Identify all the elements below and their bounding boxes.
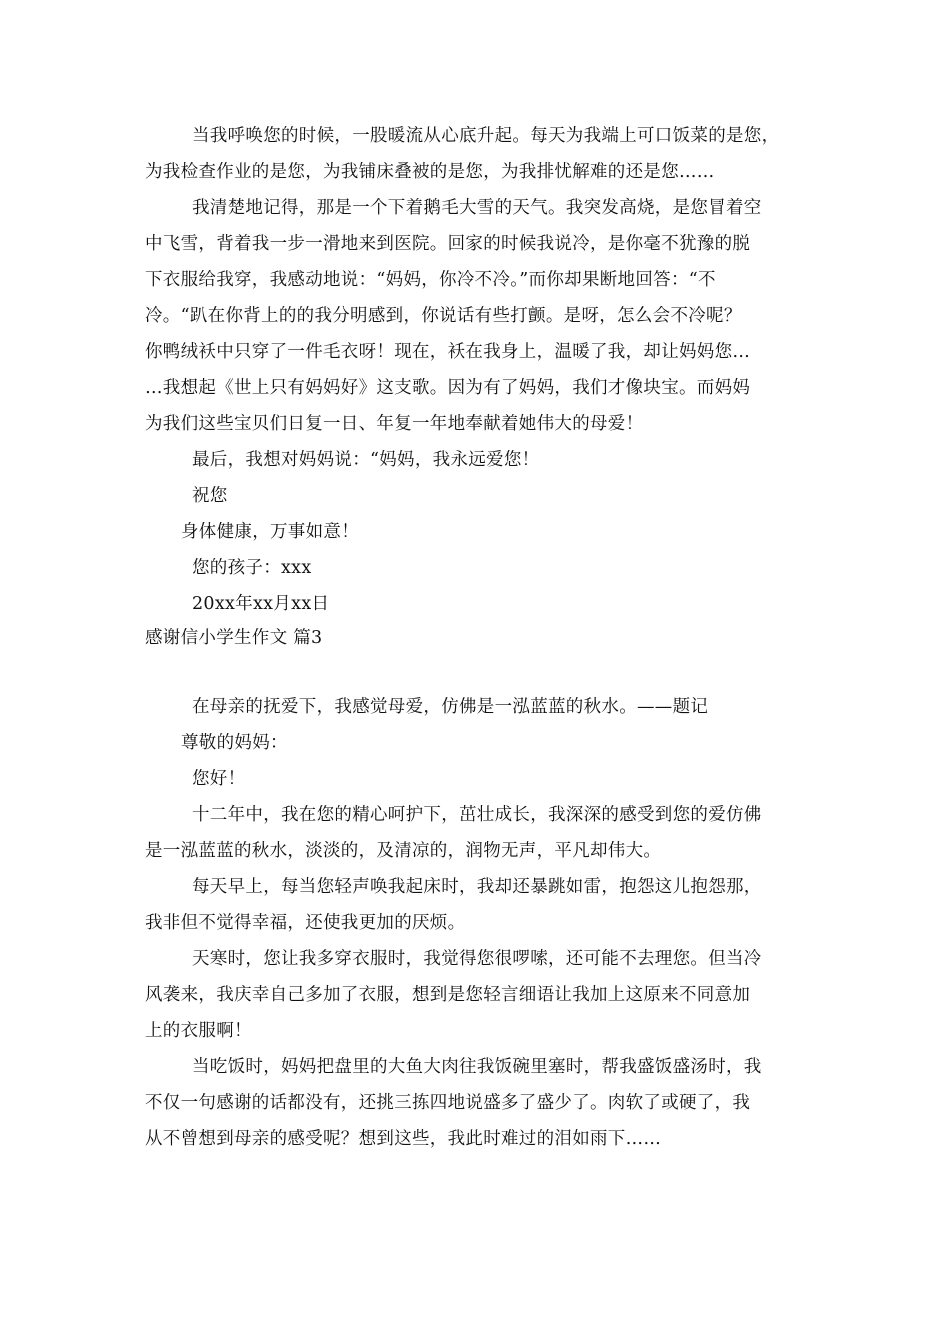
text-line: 风袭来，我庆幸自己多加了衣服，想到是您轻言细语让我加上这原来不同意加 [145,985,751,1005]
text-line: 身体健康，万事如意！ [181,522,359,542]
text-line: 我非但不觉得幸福，还使我更加的厌烦。 [145,913,466,933]
epigraph-line: 在母亲的抚爱下，我感觉母爱，仿佛是一泓蓝蓝的秋水。——题记 [192,697,709,717]
text-line: 中飞雪，背着我一步一滑地来到医院。回家的时候我说冷，是你毫不犹豫的脱 [145,234,751,254]
text-line: 不仅一句感谢的话都没有，还挑三拣四地说盛多了盛少了。肉软了或硬了，我 [145,1093,751,1113]
section-heading: 感谢信小学生作文 篇3 [145,628,323,648]
text-line: 冷。“趴在你背上的的我分明感到，你说话有些打颤。是呀，怎么会不冷呢？ [145,306,742,326]
text-line: 最后，我想对妈妈说：“妈妈，我永远爱您！ [192,450,540,470]
text-line: 上的衣服啊！ [145,1021,252,1041]
text-line: …我想起《世上只有妈妈好》这支歌。因为有了妈妈，我们才像块宝。而妈妈 [145,378,751,398]
text-line: 十二年中，我在您的精心呵护下，茁壮成长，我深深的感受到您的爱仿佛 [192,805,762,825]
salutation-line: 尊敬的妈妈： [181,733,288,753]
greeting-line: 您好！ [192,769,246,789]
text-line: 祝您 [192,486,228,506]
date-line: 20xx年xx月xx日 [192,594,330,614]
text-line: 天寒时，您让我多穿衣服时，我觉得您很啰嗦，还可能不去理您。但当冷 [192,949,762,969]
text-line: 为我们这些宝贝们日复一日、年复一年地奉献着她伟大的母爱！ [145,414,644,434]
signature-line: 您的孩子：xxx [192,558,312,578]
text-line: 你鸭绒袄中只穿了一件毛衣呀！现在，袄在我身上，温暖了我，却让妈妈您… [145,342,751,362]
text-line: 当吃饭时，妈妈把盘里的大鱼大肉往我饭碗里塞时，帮我盛饭盛汤时，我 [192,1057,762,1077]
text-line: 为我检查作业的是您，为我铺床叠被的是您，为我排忧解难的还是您…… [145,162,715,182]
text-line: 当我呼唤您的时候，一股暖流从心底升起。每天为我端上可口饭菜的是您， [192,126,780,146]
text-line: 下衣服给我穿，我感动地说：“妈妈，你冷不冷。”而你却果断地回答：“不 [145,270,716,290]
text-line: 是一泓蓝蓝的秋水，淡淡的，及清凉的，润物无声，平凡却伟大。 [145,841,662,861]
text-line: 从不曾想到母亲的感受呢？想到这些，我此时难过的泪如雨下…… [145,1129,662,1149]
text-line: 每天早上，每当您轻声唤我起床时，我却还暴跳如雷，抱怨这儿抱怨那， [192,877,762,897]
text-line: 我清楚地记得，那是一个下着鹅毛大雪的天气。我突发高烧，是您冒着空 [192,198,762,218]
